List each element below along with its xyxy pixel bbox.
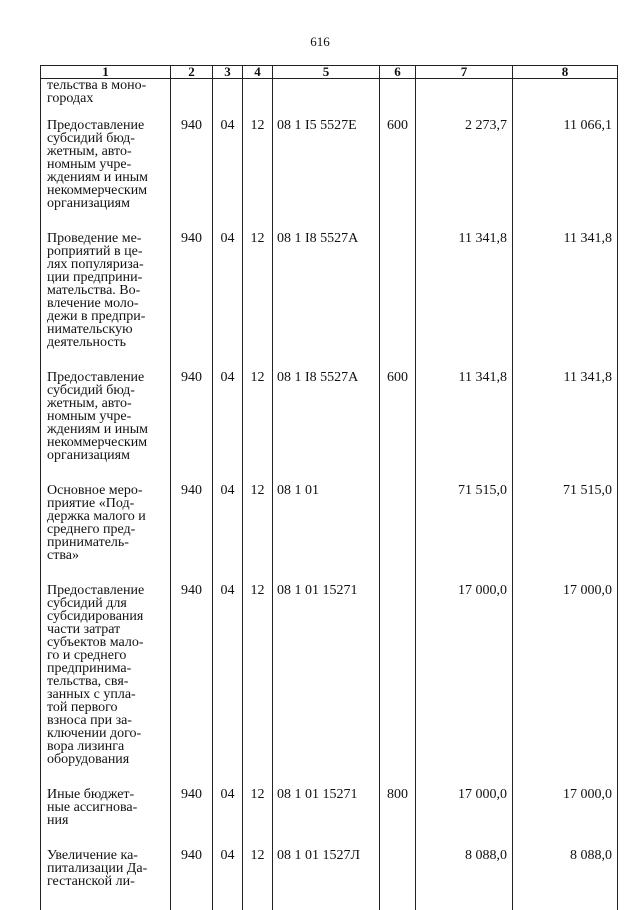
amount-col-8: 11 341,8	[513, 371, 618, 484]
amount-col-7: 11 341,8	[416, 371, 513, 484]
subsection-code	[243, 79, 273, 120]
column-header: 3	[213, 66, 243, 79]
amount-col-8: 17 000,0	[513, 788, 618, 849]
target-article-code	[273, 79, 380, 120]
column-number-row	[41, 66, 618, 79]
table-row	[41, 371, 618, 484]
ministry-code: 940	[171, 371, 213, 484]
target-article-code: 08 1 I5 5527E	[273, 119, 380, 232]
table-row	[41, 788, 618, 849]
table-row	[41, 584, 618, 788]
target-article-code: 08 1 01 15271	[273, 584, 380, 788]
amount-col-7: 17 000,0	[416, 584, 513, 788]
target-article-code: 08 1 01 1527Л	[273, 849, 380, 910]
item-name: Иные бюджет- ные ассигнова- ния	[41, 788, 171, 849]
section-code: 04	[213, 232, 243, 371]
amount-col-8: 17 000,0	[513, 584, 618, 788]
column-header: 7	[416, 66, 513, 79]
expense-type-code	[380, 584, 416, 788]
ministry-code: 940	[171, 849, 213, 910]
amount-col-7: 71 515,0	[416, 484, 513, 584]
section-code: 04	[213, 119, 243, 232]
amount-col-8: 71 515,0	[513, 484, 618, 584]
column-header: 8	[513, 66, 618, 79]
ministry-code: 940	[171, 788, 213, 849]
table-row	[41, 849, 618, 910]
item-name: Предоставление субсидий бюд- жетным, авто- номным учре- ждениям и иным некоммерческим организациям	[41, 371, 171, 484]
ministry-code: 940	[171, 232, 213, 371]
table-row	[41, 79, 618, 120]
item-name: Увеличение ка- питализации Да- гестанской ли-	[41, 849, 171, 910]
table-header	[41, 66, 618, 79]
section-code: 04	[213, 371, 243, 484]
subsection-code: 12	[243, 119, 273, 232]
item-name: тельства в моно- городах	[41, 79, 171, 120]
amount-col-8	[513, 79, 618, 120]
expense-type-code: 800	[380, 788, 416, 849]
column-header: 1	[41, 66, 171, 79]
subsection-code: 12	[243, 849, 273, 910]
ministry-code: 940	[171, 119, 213, 232]
column-header: 2	[171, 66, 213, 79]
amount-col-7: 11 341,8	[416, 232, 513, 371]
subsection-code: 12	[243, 484, 273, 584]
subsection-code: 12	[243, 584, 273, 788]
subsection-code: 12	[243, 371, 273, 484]
budget-table	[40, 65, 618, 910]
subsection-code: 12	[243, 788, 273, 849]
column-header: 4	[243, 66, 273, 79]
section-code: 04	[213, 849, 243, 910]
ministry-code: 940	[171, 584, 213, 788]
expense-type-code	[380, 849, 416, 910]
target-article-code: 08 1 01 15271	[273, 788, 380, 849]
expense-type-code	[380, 79, 416, 120]
item-name: Основное меро- приятие «Под- держка малого и среднего пред- приниматель- ства»	[41, 484, 171, 584]
column-header: 5	[273, 66, 380, 79]
section-code: 04	[213, 584, 243, 788]
table-row	[41, 119, 618, 232]
page-number: 616	[0, 34, 640, 50]
amount-col-8: 11 341,8	[513, 232, 618, 371]
section-code: 04	[213, 484, 243, 584]
target-article-code: 08 1 I8 5527A	[273, 232, 380, 371]
expense-type-code	[380, 232, 416, 371]
item-name: Предоставление субсидий для субсидирования части затрат субъектов мало- го и среднего предпринима- тельства, свя- занных с упла- той первого взноса при за- ключении дого- вора лизинга оборудования	[41, 584, 171, 788]
amount-col-7: 17 000,0	[416, 788, 513, 849]
table-row	[41, 232, 618, 371]
subsection-code: 12	[243, 232, 273, 371]
target-article-code: 08 1 I8 5527A	[273, 371, 380, 484]
amount-col-8: 8 088,0	[513, 849, 618, 910]
amount-col-7	[416, 79, 513, 120]
section-code	[213, 79, 243, 120]
amount-col-7: 8 088,0	[416, 849, 513, 910]
section-code: 04	[213, 788, 243, 849]
amount-col-8: 11 066,1	[513, 119, 618, 232]
item-name: Проведение ме- роприятий в це- лях популяриза- ции предприни- мательства. Во- влечение моло- дежи в предпри- нимательскую деятельность	[41, 232, 171, 371]
expense-type-code: 600	[380, 119, 416, 232]
ministry-code	[171, 79, 213, 120]
expense-type-code	[380, 484, 416, 584]
table-body	[41, 79, 618, 910]
amount-col-7: 2 273,7	[416, 119, 513, 232]
item-name: Предоставление субсидий бюд- жетным, авто- номным учре- ждениям и иным некоммерческим организациям	[41, 119, 171, 232]
ministry-code: 940	[171, 484, 213, 584]
column-header: 6	[380, 66, 416, 79]
table-row	[41, 484, 618, 584]
expense-type-code: 600	[380, 371, 416, 484]
target-article-code: 08 1 01	[273, 484, 380, 584]
